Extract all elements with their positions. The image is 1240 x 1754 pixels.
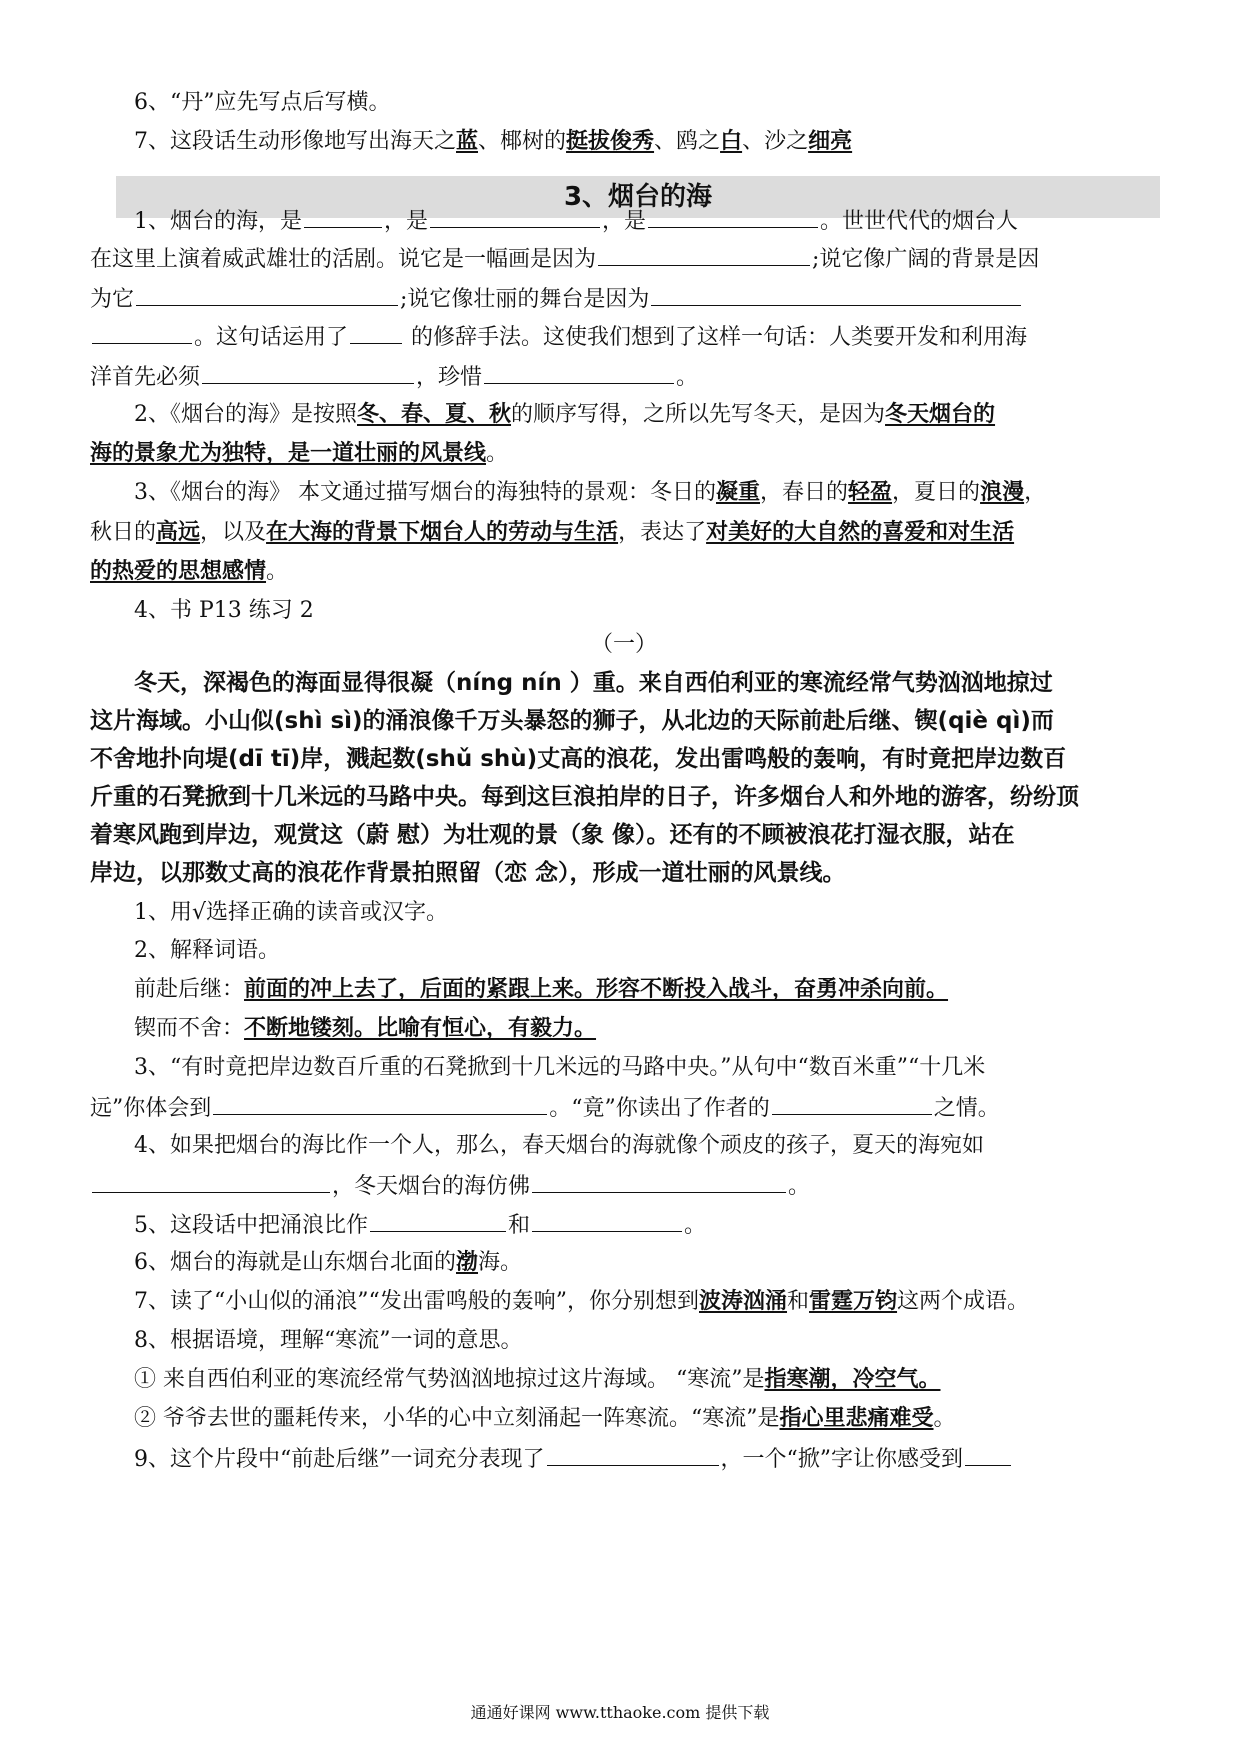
q3-text-h: 。 <box>266 559 289 584</box>
blank[interactable] <box>213 1092 547 1115</box>
ex-9-text-b: ，一个“掀”字让你感受到 <box>720 1447 963 1472</box>
ex-3-text-a: 3、“有时竟把岸边数百斤重的石凳掀到十几米远的马路中央。”从句中“数百米重”“十几米 <box>134 1055 986 1080</box>
ex-2-word-1 <box>134 975 1158 1005</box>
passage-line: 不舍地扑向堤(dī tī)岸，溅起数(shǔ shù)丈高的浪花，发出雷鸣般的轰响，有时竟把岸边数百 <box>90 746 1067 772</box>
passage-line: 斤重的石凳掀到十几米远的马路中央。每到这巨浪拍岸的日子，许多烟台人和外地的游客，纷纷顶 <box>90 784 1079 810</box>
q1-text-l: ，珍惜 <box>416 365 483 390</box>
q4-line <box>134 596 1158 626</box>
answer-blue: 蓝 <box>456 129 479 154</box>
ex-3-line2 <box>90 1092 1158 1124</box>
ex-6-text-b: 海。 <box>478 1250 523 1275</box>
answer-people-life: 在大海的背景下烟台人的劳动与生活 <box>266 520 619 545</box>
section-title: 3、烟台的海 <box>116 176 1160 218</box>
ex-3-text-b: 远”你体会到 <box>90 1096 212 1121</box>
answer-sea: 渤 <box>456 1250 479 1275</box>
ex-1 <box>134 898 1158 928</box>
ex-9-text-a: 9、这个片段中“前赴后继”一词充分表现了 <box>134 1447 545 1472</box>
page-footer: 通通好课网 www.tthaoke.com 提供下载 <box>470 1703 770 1722</box>
blank[interactable] <box>532 1170 786 1193</box>
passage-line: 冬天，深褐色的海面显得很凝（níng nín ）重。来自西伯利亚的寒流经常气势汹汹地掠过 <box>134 670 1053 696</box>
answer-feeling-cont: 的热爱的思想感情 <box>90 559 267 584</box>
q2-line1 <box>134 400 1158 430</box>
q1-text-e: 在这里上演着威武雄壮的活剧。说它是一幅画是因为 <box>90 247 597 272</box>
blank[interactable] <box>136 283 398 306</box>
answer-winter: 凝重 <box>716 480 761 505</box>
answer-cold-2: 指心里悲痛难受 <box>779 1406 934 1431</box>
answer-feeling: 对美好的大自然的喜爱和对生活 <box>706 520 1015 545</box>
ex-7 <box>134 1287 1158 1317</box>
q1-text-j: 的修辞手法。这使我们想到了这样一句话：人类要开发和利用海 <box>411 325 1028 350</box>
blank[interactable] <box>648 205 818 228</box>
item-7-text-c: 、鸥之 <box>654 129 721 154</box>
q3-text-e: 秋日的 <box>90 520 157 545</box>
item-7-text: 7、这段话生动形像地写出海天之 <box>134 129 456 154</box>
q1-text-c: ，是 <box>602 209 647 234</box>
ex-7-text-a: 7、读了“小山似的涌浪”“发出雷鸣般的轰响”，你分别想到 <box>134 1289 699 1314</box>
answer-season-order: 冬、春、夏、秋 <box>357 402 512 427</box>
passage-line: 这片海域。小山似(shì sì)的涌浪像千万头暴怒的狮子，从北边的天际前赴后继、锲(qiè qì)而 <box>90 708 1054 734</box>
ex-4-text-c: 。 <box>788 1174 811 1199</box>
ex-8-2-text: ② 爷爷去世的噩耗传来，小华的心中立刻涌起一阵寒流。“寒流”是 <box>134 1406 780 1431</box>
blank[interactable] <box>350 321 402 344</box>
ex-5 <box>134 1209 1158 1241</box>
blank[interactable] <box>965 1443 1011 1466</box>
blank[interactable] <box>202 361 414 384</box>
ex-5-text-c: 。 <box>684 1213 707 1238</box>
ex-3-text-c: 。“竟”你读出了作者的 <box>549 1096 770 1121</box>
blank[interactable] <box>430 205 600 228</box>
ex-1-text: 1、用√选择正确的读音或汉字。 <box>134 900 449 925</box>
item-7-text-d: 、沙之 <box>742 129 809 154</box>
blank[interactable] <box>532 1209 682 1232</box>
answer-sand: 细亮 <box>808 129 853 154</box>
ex-8 <box>134 1326 1158 1356</box>
q3-text-d: ， <box>1024 480 1047 505</box>
blank[interactable] <box>370 1209 506 1232</box>
word-label: 前赴后继： <box>134 977 245 1002</box>
ex-5-text-a: 5、这段话中把涌浪比作 <box>134 1213 368 1238</box>
q3-text-c: ，夏日的 <box>892 480 981 505</box>
q3-line2 <box>90 518 1158 548</box>
word-label: 锲而不舍： <box>134 1016 245 1041</box>
q1-text-g: 为它 <box>90 287 135 312</box>
q1-text-a: 1、烟台的海，是 <box>134 209 302 234</box>
answer-winter-reason: 冬天烟台的 <box>885 402 996 427</box>
q1-line3 <box>90 283 1158 315</box>
answer-word-2: 不断地镂刻。比喻有恒心，有毅力。 <box>244 1016 597 1041</box>
item-7-text-b: 、椰树的 <box>478 129 567 154</box>
q1-text-m: 。 <box>676 365 699 390</box>
answer-tree: 挺拔俊秀 <box>566 129 655 154</box>
answer-gull: 白 <box>720 129 743 154</box>
blank[interactable] <box>547 1443 719 1466</box>
q3-text-a: 3、《烟台的海》 本文通过描写烟台的海独特的景观：冬日的 <box>134 480 716 505</box>
ex-4-text-b: ，冬天烟台的海仿佛 <box>332 1174 531 1199</box>
q1-text-d: 。世世代代的烟台人 <box>820 209 1019 234</box>
passage-line: 着寒风跑到岸边，观赏这（蔚 慰）为壮观的景（象 像）。还有的不顾被浪花打湿衣服，站在 <box>90 822 1015 848</box>
q1-line2 <box>90 243 1158 275</box>
q2-line2 <box>90 439 1158 469</box>
ex-2 <box>134 936 1158 966</box>
ex-8-text: 8、根据语境，理解“寒流”一词的意思。 <box>134 1328 523 1353</box>
top-item-7 <box>134 127 1158 157</box>
item-6-text: 6、“丹”应先写点后写横。 <box>134 90 391 115</box>
blank[interactable] <box>598 243 810 266</box>
q3-line1 <box>134 478 1158 508</box>
ex-3-text-d: 之情。 <box>933 1096 1000 1121</box>
answer-word-1: 前面的冲上去了，后面的紧跟上来。形容不断投入战斗，奋勇冲杀向前。 <box>244 977 949 1002</box>
passage-line: 岸边，以那数丈高的浪花作背景拍照留（恋 念），形成一道壮丽的风景线。 <box>90 860 846 886</box>
answer-winter-reason-cont: 海的景象尤为独特，是一道壮丽的风景线 <box>90 441 487 466</box>
top-item-6 <box>134 88 1158 118</box>
q1-line4 <box>90 321 1158 353</box>
q1-text-i: 。这句话运用了 <box>194 325 349 350</box>
ex-2-word-2 <box>134 1014 1158 1044</box>
blank[interactable] <box>772 1092 932 1115</box>
ex-7-text-c: 这两个成语。 <box>897 1289 1030 1314</box>
q4-text: 4、书 P13 练习 2 <box>134 598 314 623</box>
answer-summer: 浪漫 <box>980 480 1025 505</box>
ex-2-text: 2、解释词语。 <box>134 938 280 963</box>
q1-line1 <box>134 205 1158 237</box>
q1-text-h: ;说它像壮丽的舞台是因为 <box>400 287 650 312</box>
q3-text-f: ，以及 <box>200 520 267 545</box>
q1-text-k: 洋首先必须 <box>90 365 201 390</box>
ex-8-1-text: ① 来自西伯利亚的寒流经常气势汹汹地掠过这片海域。 “寒流”是 <box>134 1367 765 1392</box>
blank[interactable] <box>304 205 382 228</box>
q2-text-c: 。 <box>486 441 509 466</box>
q2-text-b: 的顺序写得，之所以先写冬天，是因为 <box>511 402 886 427</box>
q3-text-g: ，表达了 <box>618 520 707 545</box>
ex-3-line1 <box>134 1053 1158 1083</box>
q1-text-f: ;说它像广阔的背景是因 <box>812 247 1040 272</box>
blank[interactable] <box>484 361 674 384</box>
ex-4-text-a: 4、如果把烟台的海比作一个人，那么，春天烟台的海就像个顽皮的孩子，夏天的海宛如 <box>134 1133 984 1158</box>
ex-9 <box>134 1443 1158 1475</box>
ex-4-line2 <box>90 1170 1158 1202</box>
q1-text-b: ，是 <box>384 209 429 234</box>
ex-8-sub-2 <box>134 1404 1158 1434</box>
ex-5-text-b: 和 <box>508 1213 531 1238</box>
blank[interactable] <box>92 1170 330 1193</box>
blank[interactable] <box>651 283 1021 306</box>
answer-idiom-2: 雷霆万钧 <box>809 1289 898 1314</box>
q3-line3 <box>90 557 1158 587</box>
answer-idiom-1: 波涛汹涌 <box>699 1289 788 1314</box>
q2-text-a: 2、《烟台的海》是按照 <box>134 402 357 427</box>
ex-8-2-text-c: 。 <box>933 1406 956 1431</box>
ex-7-text-b: 和 <box>787 1289 810 1314</box>
ex-4-line1 <box>134 1131 1158 1161</box>
ex-8-sub-1 <box>134 1365 1158 1395</box>
blank[interactable] <box>92 321 192 344</box>
answer-spring: 轻盈 <box>848 480 893 505</box>
ex-6-text-a: 6、烟台的海就是山东烟台北面的 <box>134 1250 456 1275</box>
answer-cold-1: 指寒潮，冷空气。 <box>764 1367 941 1392</box>
q1-line5 <box>90 361 1158 393</box>
ex-6 <box>134 1248 1158 1278</box>
passage-label-text: （一） <box>590 632 657 657</box>
q3-text-b: ，春日的 <box>760 480 849 505</box>
passage-label <box>90 630 1158 660</box>
answer-autumn: 高远 <box>156 520 201 545</box>
